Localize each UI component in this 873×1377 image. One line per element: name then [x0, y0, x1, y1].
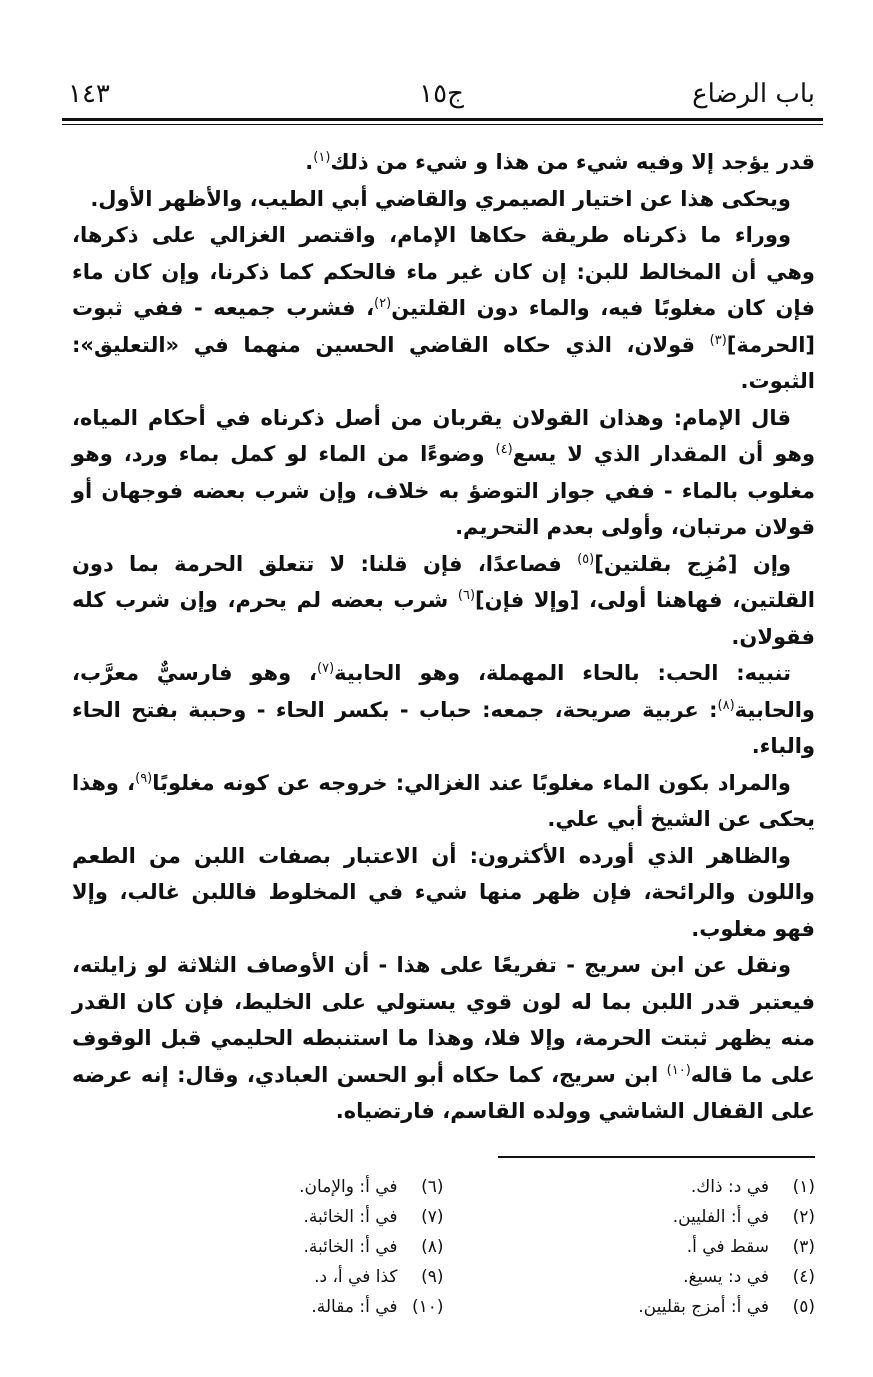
footnote-text: في أ: أمزج بقليين.	[638, 1297, 769, 1317]
footnotes-left-column	[72, 1172, 444, 1322]
chapter-title: باب الرضاع	[692, 79, 815, 109]
text-run: والظاهر الذي أورده الأكثرون: أن الاعتبار بصفات اللبن من الطعم واللون والرائحة، فإن ظهر منها شيء في المخلوط فاللبن غالب، وإلا فهو مغلوب.	[72, 843, 815, 941]
footnote-text: كذا في أ، د.	[314, 1267, 398, 1287]
footnote-number: (٨)	[421, 1237, 444, 1257]
footnote-ref: (٨)	[717, 697, 735, 713]
text-run: والمراد بكون الماء مغلوبًا عند الغزالي: خروجه عن كونه مغلوبًا	[152, 770, 791, 795]
footnote-text: في أ: الفليين.	[672, 1207, 769, 1227]
footnote	[72, 1292, 444, 1322]
footnote-text: في أ: مقالة.	[311, 1297, 398, 1317]
footnote-ref: (٢)	[374, 296, 392, 311]
footnote-number: (٢)	[792, 1207, 815, 1227]
text-run: : عربية صريحة، جمعه: حباب - بكسر الحاء - وحببة بفتح الحاء والباء.	[72, 697, 815, 758]
footnote-number: (٩)	[421, 1267, 444, 1287]
paragraph	[72, 947, 815, 1130]
text-run: وضوءًا من الماء لو كمل بماء ورد، وهو مغلوب بالماء - ففي جواز التوضؤ به خلاف، وإن شرب بعضه فوجهان أو قولان مرتبان، وأولى بعدم التحريم.	[72, 442, 815, 539]
footnote-text: في أ: والإمان.	[299, 1177, 398, 1197]
footnote	[444, 1232, 816, 1262]
footnote-number: (٦)	[421, 1177, 444, 1197]
text-run: ووراء ما ذكرناه طريقة حكاها الإمام، واقتصر الغزالي على ذكرها، وهي أن المخالط للبن: إن كان غير ماء فالحكم كما ذكرنا، وإن كان ماء فإن كان مغلوبًا فيه، والماء دون القلتين	[72, 223, 815, 320]
page-header	[68, 74, 815, 114]
footnote-ref: (٣)	[709, 332, 727, 348]
footnote-text: في أ: الخائبة.	[303, 1207, 398, 1227]
footnote-number: (٧)	[421, 1207, 444, 1227]
footnote	[444, 1172, 816, 1202]
footnote-number: (٥)	[792, 1297, 815, 1317]
paragraph	[72, 181, 815, 218]
text-run: قدر يؤجد إلا وفيه شيء من هذا و شيء من ذلك	[330, 150, 815, 174]
volume-label: ج١٥	[419, 79, 464, 109]
footnote-ref: (٥)	[577, 551, 595, 567]
footnote-number: (١٠)	[411, 1297, 444, 1317]
text-run: وإن [مُزِج بقلتين]	[594, 551, 791, 576]
footnote	[72, 1172, 444, 1202]
footnote-text: في د: يسيغ.	[683, 1267, 769, 1287]
footnote-text: في د: ذاك.	[690, 1177, 769, 1197]
paragraph	[72, 655, 815, 765]
text-run: تنبيه: الحب: بالحاء المهملة، وهو الحابية	[334, 661, 792, 685]
text-run: قال الإمام: وهذان القولان يقربان من أصل ذكرناه في أحكام المياه، وهو أن المقدار الذي لا يسع	[72, 405, 815, 466]
footnote-number: (١)	[792, 1177, 815, 1197]
text-run: فصاعدًا، فإن قلنا: لا تتعلق الحرمة بما دون القلتين، فهاهنا أولى، [وإلا فإن]	[72, 551, 815, 612]
footnote-ref: (١)	[313, 150, 331, 165]
footnote	[444, 1262, 816, 1292]
text-run: ، وهذا يحكى عن الشيخ أبي علي.	[72, 770, 815, 831]
footnote-ref: (٩)	[135, 770, 153, 786]
text-run: .	[305, 150, 314, 174]
footnote-ref: (٧)	[317, 661, 335, 676]
text-run: ويحكى هذا عن اختيار الصيمري والقاضي أبي الطيب، والأظهر الأول.	[90, 186, 791, 211]
text-run: قولان، الذي حكاه القاضي الحسين منهما في «التعليق»: الثبوت.	[72, 332, 815, 393]
text-run: ، فشرب جميعه - ففي ثبوت [الحرمة]	[72, 296, 815, 357]
footnote	[444, 1292, 816, 1322]
footnote-number: (٤)	[792, 1267, 815, 1287]
header-rule-thin	[62, 124, 823, 125]
paragraph	[72, 765, 815, 838]
text-run: ونقل عن ابن سريج - تفريعًا على هذا - أن الأوصاف الثلاثة لو زايلته، فيعتبر قدر اللبن بما له لون قوي يستولي على الخليط، فإن كان القدر منه يظهر ثبتت الحرمة، وإلا فلا، وهذا ما استنبطه الحليمي قبل الوقوف على ما قاله	[72, 953, 815, 1087]
footnote-text: سقط في أ.	[686, 1237, 769, 1257]
footnote-ref: (١٠)	[666, 1062, 691, 1078]
footnote-ref: (٦)	[457, 588, 476, 603]
footnote	[72, 1202, 444, 1232]
header-rule-thick	[62, 118, 823, 121]
footnote	[72, 1232, 444, 1262]
paragraph	[72, 217, 815, 400]
footnote	[444, 1202, 816, 1232]
footnote-number: (٣)	[792, 1237, 815, 1257]
footnote-separator	[498, 1156, 815, 1158]
footnote-ref: (٤)	[495, 442, 513, 457]
text-run: شرب بعضه لم يحرم، وإن شرب كله فقولان.	[72, 588, 815, 649]
text-run: ، وهو فارسيٌّ معرَّب، والحابية	[72, 661, 815, 722]
text-run: ابن سريج، كما حكاه أبو الحسن العبادي، وقال: إنه عرضه على القفال الشاشي وولده القاسم، فارتضياه.	[72, 1062, 815, 1123]
page-number: ١٤٣	[68, 79, 110, 109]
paragraph	[72, 546, 815, 656]
footnote	[72, 1262, 444, 1292]
paragraph	[72, 838, 815, 948]
footnote-text: في أ: الخائبة.	[303, 1237, 398, 1257]
footnotes	[72, 1172, 815, 1322]
paragraph	[72, 144, 815, 181]
footnotes-right-column	[444, 1172, 816, 1322]
paragraph	[72, 400, 815, 546]
main-text	[72, 144, 815, 1130]
